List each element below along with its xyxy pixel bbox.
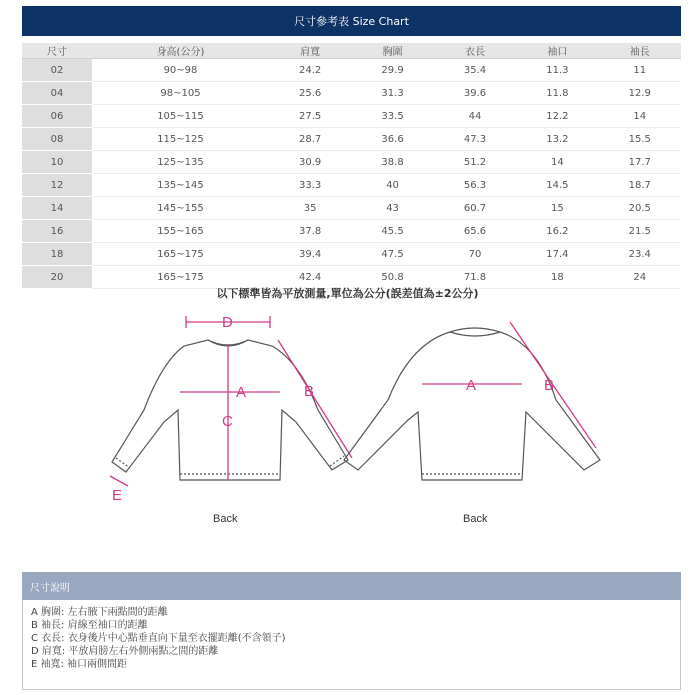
b-mark-left: B bbox=[304, 383, 315, 400]
table-cell: 70 bbox=[434, 243, 516, 266]
left-back-label: Back bbox=[213, 513, 238, 525]
size-cell: 04 bbox=[22, 82, 92, 105]
table-cell: 42.4 bbox=[269, 266, 351, 289]
e-mark: E bbox=[112, 487, 123, 504]
table-cell: 44 bbox=[434, 105, 516, 128]
table-cell: 155~165 bbox=[92, 220, 269, 243]
size-cell: 08 bbox=[22, 128, 92, 151]
table-cell: 51.2 bbox=[434, 151, 516, 174]
table-row bbox=[22, 105, 681, 128]
a-mark-left: A bbox=[236, 384, 247, 401]
table-cell: 27.5 bbox=[269, 105, 351, 128]
table-row bbox=[22, 151, 681, 174]
right-collar bbox=[450, 332, 500, 336]
table-header-row bbox=[22, 43, 681, 59]
column-header: 尺寸 bbox=[22, 43, 92, 59]
table-cell: 14 bbox=[516, 151, 598, 174]
table-cell: 47.3 bbox=[434, 128, 516, 151]
table-cell: 17.7 bbox=[599, 151, 681, 174]
size-cell: 16 bbox=[22, 220, 92, 243]
table-row bbox=[22, 174, 681, 197]
table-cell: 24 bbox=[599, 266, 681, 289]
table-cell: 38.8 bbox=[351, 151, 433, 174]
table-cell: 14.5 bbox=[516, 174, 598, 197]
size-cell: 10 bbox=[22, 151, 92, 174]
table-cell: 17.4 bbox=[516, 243, 598, 266]
column-header: 袖口 bbox=[516, 43, 598, 59]
column-header: 肩寬 bbox=[269, 43, 351, 59]
table-cell: 20.5 bbox=[599, 197, 681, 220]
table-cell: 16.2 bbox=[516, 220, 598, 243]
explain-line-e: E 袖寬: 袖口兩側間距 bbox=[31, 659, 128, 670]
table-cell: 18.7 bbox=[599, 174, 681, 197]
left-measurements bbox=[110, 316, 352, 486]
table-cell: 11.8 bbox=[516, 82, 598, 105]
table-row bbox=[22, 59, 681, 82]
table-cell: 56.3 bbox=[434, 174, 516, 197]
table-row bbox=[22, 82, 681, 105]
table-cell: 29.9 bbox=[351, 59, 433, 82]
table-cell: 15 bbox=[516, 197, 598, 220]
table-cell: 18 bbox=[516, 266, 598, 289]
c-mark: C bbox=[222, 413, 233, 430]
explain-line-b: B 袖長: 肩線至袖口的距離 bbox=[31, 620, 148, 631]
explain-heading: 尺寸說明 bbox=[22, 572, 681, 600]
table-cell: 24.2 bbox=[269, 59, 351, 82]
explain-line-d: D 肩寬: 平放肩膀左右外側兩點之間的距離 bbox=[31, 646, 219, 657]
table-cell: 47.5 bbox=[351, 243, 433, 266]
size-cell: 20 bbox=[22, 266, 92, 289]
size-cell: 02 bbox=[22, 59, 92, 82]
size-chart-title: 尺寸參考表 Size Chart bbox=[22, 6, 681, 36]
table-cell: 36.6 bbox=[351, 128, 433, 151]
table-cell: 37.8 bbox=[269, 220, 351, 243]
right-garment-outline bbox=[344, 328, 600, 480]
table-cell: 25.6 bbox=[269, 82, 351, 105]
d-mark: D bbox=[222, 314, 233, 331]
table-cell: 28.7 bbox=[269, 128, 351, 151]
table-row bbox=[22, 128, 681, 151]
table-row bbox=[22, 197, 681, 220]
size-table bbox=[22, 43, 681, 289]
table-cell: 105~115 bbox=[92, 105, 269, 128]
table-cell: 39.4 bbox=[269, 243, 351, 266]
explain-line-c: C 衣長: 衣身後片中心點垂直向下量至衣擺距離(不含領子) bbox=[31, 633, 286, 644]
b-mark-right: B bbox=[544, 377, 555, 394]
size-cell: 12 bbox=[22, 174, 92, 197]
table-cell: 45.5 bbox=[351, 220, 433, 243]
table-cell: 115~125 bbox=[92, 128, 269, 151]
table-cell: 71.8 bbox=[434, 266, 516, 289]
table-cell: 90~98 bbox=[92, 59, 269, 82]
table-cell: 145~155 bbox=[92, 197, 269, 220]
table-cell: 30.9 bbox=[269, 151, 351, 174]
table-cell: 11 bbox=[599, 59, 681, 82]
table-cell: 35.4 bbox=[434, 59, 516, 82]
b-line-left bbox=[278, 340, 352, 458]
table-cell: 165~175 bbox=[92, 266, 269, 289]
table-cell: 65.6 bbox=[434, 220, 516, 243]
table-cell: 33.5 bbox=[351, 105, 433, 128]
left-garment-outline bbox=[112, 340, 348, 480]
column-header: 身高(公分) bbox=[92, 43, 269, 59]
table-cell: 60.7 bbox=[434, 197, 516, 220]
column-header: 衣長 bbox=[434, 43, 516, 59]
column-header: 袖長 bbox=[599, 43, 681, 59]
table-cell: 39.6 bbox=[434, 82, 516, 105]
e-line bbox=[110, 476, 128, 486]
left-garment bbox=[112, 340, 348, 480]
table-cell: 31.3 bbox=[351, 82, 433, 105]
table-cell: 12.9 bbox=[599, 82, 681, 105]
table-cell: 14 bbox=[599, 105, 681, 128]
right-measurements bbox=[422, 322, 596, 448]
right-garment bbox=[344, 328, 600, 480]
measurement-note: 以下標準皆為平放測量,單位為公分(誤差值為±2公分) bbox=[216, 287, 479, 300]
size-cell: 06 bbox=[22, 105, 92, 128]
table-cell: 135~145 bbox=[92, 174, 269, 197]
table-cell: 12.2 bbox=[516, 105, 598, 128]
size-cell: 18 bbox=[22, 243, 92, 266]
table-cell: 165~175 bbox=[92, 243, 269, 266]
measurement-diagram bbox=[0, 300, 695, 540]
right-back-label: Back bbox=[463, 513, 488, 525]
column-header: 胸圍 bbox=[351, 43, 433, 59]
table-cell: 23.4 bbox=[599, 243, 681, 266]
table-cell: 11.3 bbox=[516, 59, 598, 82]
table-cell: 40 bbox=[351, 174, 433, 197]
table-cell: 21.5 bbox=[599, 220, 681, 243]
table-cell: 15.5 bbox=[599, 128, 681, 151]
table-row bbox=[22, 220, 681, 243]
table-cell: 33.3 bbox=[269, 174, 351, 197]
table-cell: 50.8 bbox=[351, 266, 433, 289]
explain-body bbox=[22, 600, 681, 690]
size-cell: 14 bbox=[22, 197, 92, 220]
a-mark-right: A bbox=[466, 377, 477, 394]
table-cell: 35 bbox=[269, 197, 351, 220]
table-cell: 13.2 bbox=[516, 128, 598, 151]
table-cell: 125~135 bbox=[92, 151, 269, 174]
table-cell: 43 bbox=[351, 197, 433, 220]
table-row bbox=[22, 243, 681, 266]
explain-line-a: A 胸圍: 左右腋下兩點間的距離 bbox=[31, 607, 168, 618]
table-cell: 98~105 bbox=[92, 82, 269, 105]
